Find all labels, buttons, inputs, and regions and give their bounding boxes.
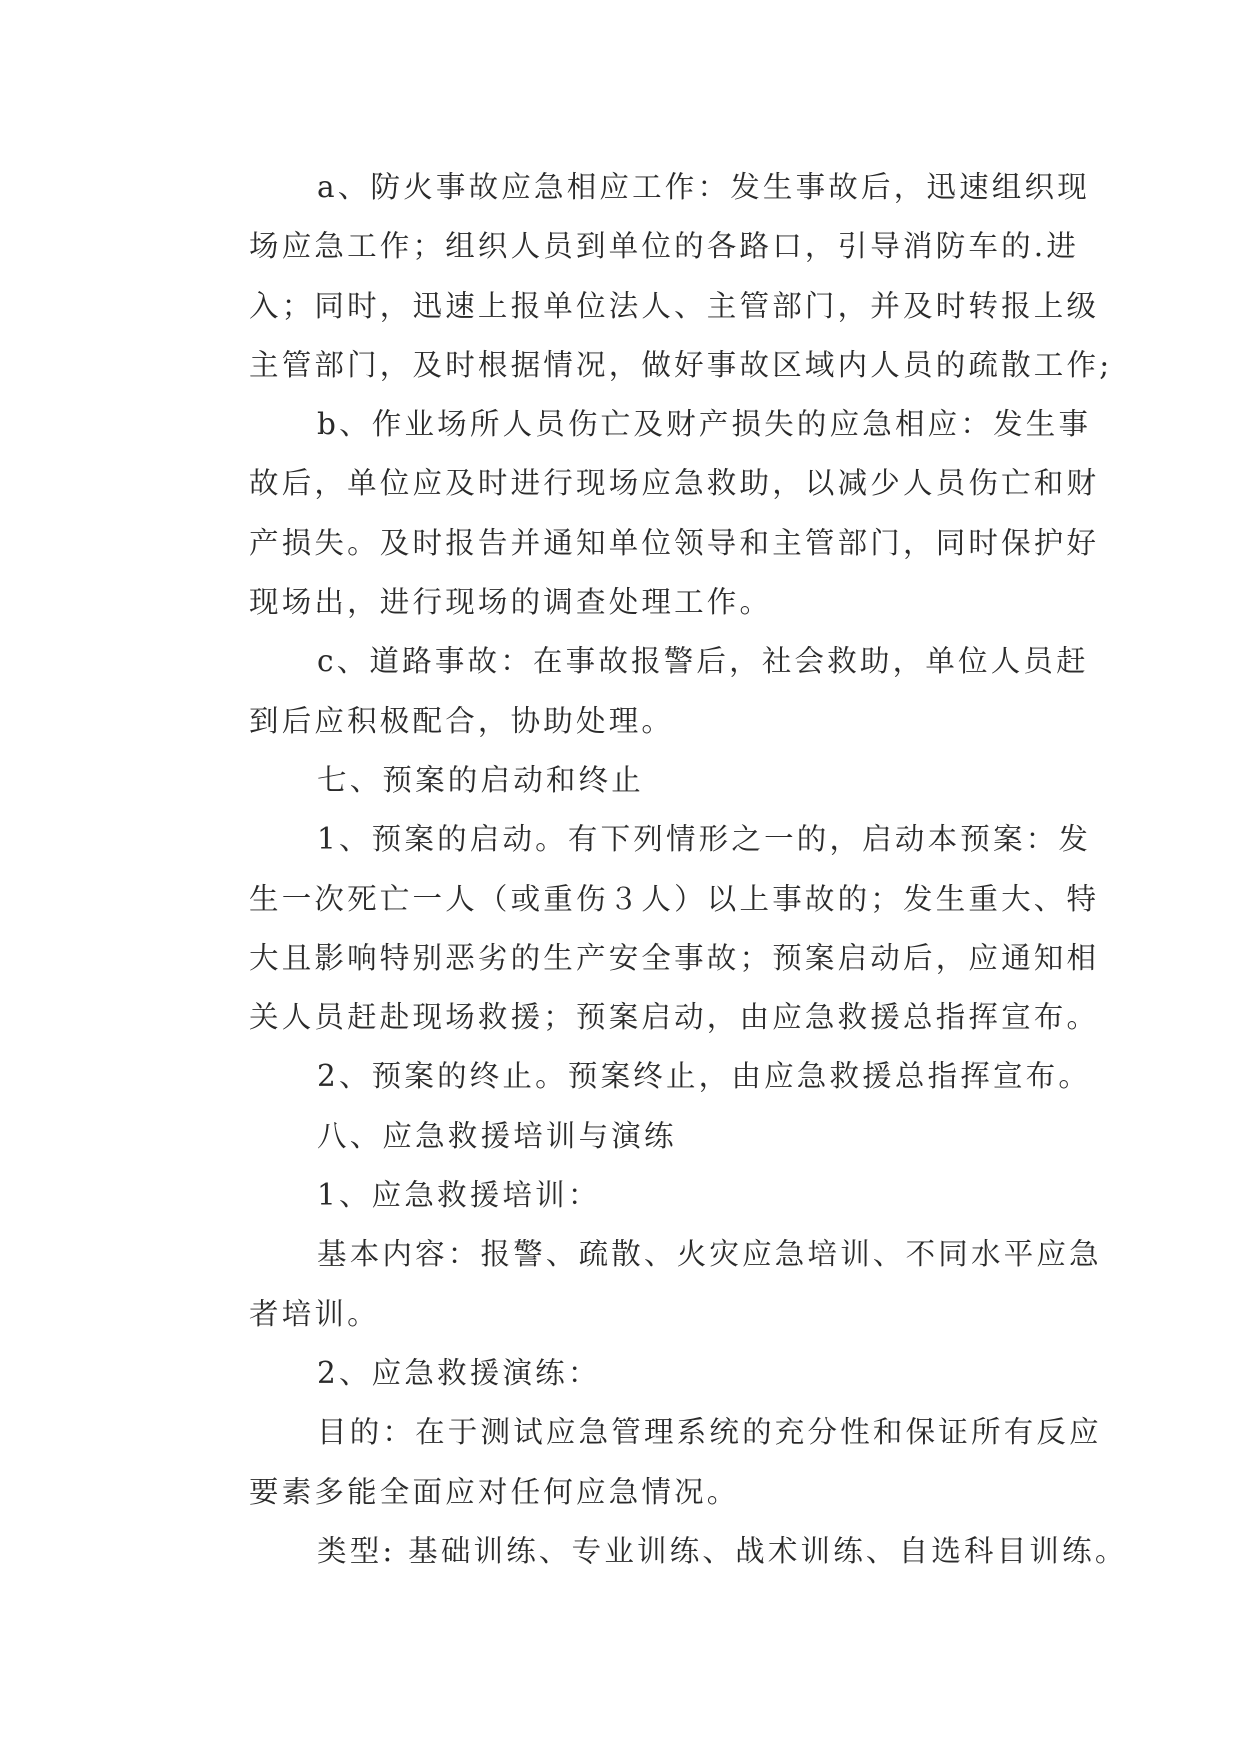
paragraph-drill-purpose	[190, 1403, 1102, 1522]
text-line: 1、预案的启动。有下列情形之一的，启动本预案：发	[317, 822, 1092, 857]
text-line: 到后应积极配合，协助处理。	[249, 703, 675, 738]
text-line: 大且影响特别恶劣的生产安全事故；预案启动后，应通知相	[249, 940, 1100, 975]
text-line: 故后，单位应及时进行现场应急救助，以减少人员伤亡和财	[249, 466, 1100, 501]
paragraph-drill-types	[190, 1522, 1128, 1581]
paragraph-plan-end	[190, 1047, 1092, 1106]
text-line: 场应急工作；组织人员到单位的各路口，引导消防车的.进	[249, 229, 1080, 264]
text-line: 产损失。及时报告并通知单位领导和主管部门，同时保护好	[249, 525, 1100, 560]
paragraph-fire-response	[190, 158, 1113, 395]
document-body	[190, 158, 1128, 1581]
paragraph-training-content	[190, 1225, 1102, 1344]
text-line: 七、预案的启动和终止	[317, 762, 645, 797]
paragraph-drill	[190, 1344, 1070, 1403]
text-line: 2、应急救援演练：	[317, 1355, 601, 1390]
section-heading-8	[190, 1107, 1070, 1166]
text-line: 类型: 基础训练、专业训练、战术训练、自选科目训练。	[317, 1533, 1128, 1568]
text-line: 生一次死亡一人（或重伤３人）以上事故的；发生重大、特	[249, 881, 1100, 916]
paragraph-casualty-response	[190, 395, 1100, 632]
text-line: 1、应急救援培训：	[317, 1178, 601, 1213]
text-line: b、作业场所人员伤亡及财产损失的应急相应：发生事	[317, 407, 1092, 442]
section-heading-7	[190, 751, 1070, 810]
text-line: 关人员赶赴现场救援；预案启动，由应急救援总指挥宣布。	[249, 1000, 1100, 1035]
text-line: 者培训。	[249, 1296, 380, 1331]
text-line: 要素多能全面应对任何应急情况。	[249, 1474, 740, 1509]
text-line: 2、预案的终止。预案终止，由应急救援总指挥宣布。	[317, 1059, 1092, 1094]
paragraph-training	[190, 1166, 1070, 1225]
text-line: 现场出，进行现场的调查处理工作。	[249, 585, 773, 620]
text-line: 主管部门，及时根据情况，做好事故区域内人员的疏散工作;	[249, 347, 1113, 382]
text-line: 八、应急救援培训与演练	[317, 1118, 677, 1153]
text-line: c、道路事故：在事故报警后，社会救助，单位人员赶	[317, 644, 1089, 679]
text-line: 目的：在于测试应急管理系统的充分性和保证所有反应	[317, 1415, 1102, 1450]
text-line: 入；同时，迅速上报单位法人、主管部门，并及时转报上级	[249, 288, 1100, 323]
paragraph-road-accident	[190, 632, 1089, 751]
text-line: a、防火事故应急相应工作：发生事故后，迅速组织现	[317, 170, 1090, 204]
text-line: 基本内容：报警、疏散、火灾应急培训、不同水平应急	[317, 1237, 1102, 1272]
paragraph-plan-start	[190, 810, 1100, 1047]
